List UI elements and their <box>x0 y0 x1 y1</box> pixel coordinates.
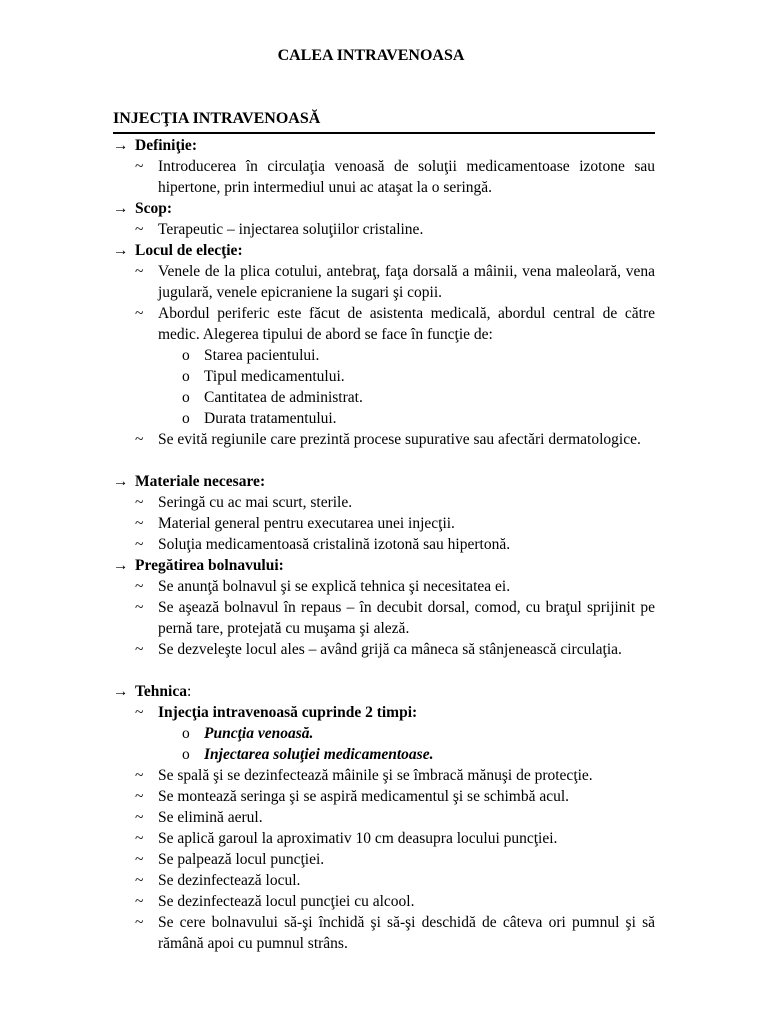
sub-bullet-item: o Injectarea soluţiei medicamentoase. <box>182 746 434 763</box>
sub-bullet-item: o Tipul medicamentului. <box>182 368 345 385</box>
sub-bullet-item: o Starea pacientului. <box>182 347 320 364</box>
heading-materiale-necesare: → Materiale necesare: <box>113 473 266 490</box>
bullet-item: ~ Se anunţă bolnavul şi se explică tehnica şi necesitatea ei. <box>135 578 511 595</box>
tilde-bullet-icon: ~ <box>135 641 144 658</box>
bullet-item: ~ Injecţia intravenoasă cuprinde 2 timpi: <box>135 704 418 721</box>
bullet-item: ~ Soluţia medicamentoasă cristalină izotonă sau hipertonă. <box>135 536 511 553</box>
tilde-bullet-icon: ~ <box>135 788 144 805</box>
tilde-bullet-icon: ~ <box>135 536 144 553</box>
bullet-item: ~ Se dezveleşte locul ales – având grijă ca mâneca să stânjenească circulaţia. <box>135 641 622 658</box>
sub-bullet-item: o Cantitatea de administrat. <box>182 389 363 406</box>
arrow-icon: → <box>113 200 129 217</box>
circle-bullet-icon: o <box>182 746 190 763</box>
tilde-bullet-icon: ~ <box>135 704 144 721</box>
bullet-item: ~ Venele de la plica cotului, antebraţ, faţa dorsală a mâinii, vena maleolară, vena jugulară, venele epicraniene la sugari şi copii. <box>135 263 655 301</box>
document-body <box>113 135 655 954</box>
heading-tehnica: → Tehnica: <box>113 683 192 700</box>
tilde-bullet-icon: ~ <box>135 851 144 868</box>
tilde-bullet-icon: ~ <box>135 305 144 322</box>
tilde-bullet-icon: ~ <box>135 578 144 595</box>
tilde-bullet-icon: ~ <box>135 830 144 847</box>
circle-bullet-icon: o <box>182 368 190 385</box>
heading-definitie: → Definiţie: <box>113 137 197 154</box>
arrow-icon: → <box>113 557 129 574</box>
circle-bullet-icon: o <box>182 725 190 742</box>
heading-pregatirea-bolnavului: → Pregătirea bolnavului: <box>113 557 284 574</box>
tilde-bullet-icon: ~ <box>135 893 144 910</box>
bullet-item: ~ Terapeutic – injectarea soluţiilor cristaline. <box>135 221 424 238</box>
tilde-bullet-icon: ~ <box>135 158 144 175</box>
tilde-bullet-icon: ~ <box>135 872 144 889</box>
tilde-bullet-icon: ~ <box>135 809 144 826</box>
arrow-icon: → <box>113 473 129 490</box>
bullet-item: ~ Se dezinfectează locul puncţiei cu alcool. <box>135 893 415 910</box>
bullet-item: ~ Se aplică garoul la aproximativ 10 cm deasupra locului puncţiei. <box>135 830 558 847</box>
tilde-bullet-icon: ~ <box>135 914 144 931</box>
bullet-item: ~ Se cere bolnavului să-şi închidă şi să-şi deschidă de câteva ori pumnul şi să rămână apoi cu pumnul strâns. <box>135 914 655 952</box>
tilde-bullet-icon: ~ <box>135 221 144 238</box>
tilde-bullet-icon: ~ <box>135 494 144 511</box>
tilde-bullet-icon: ~ <box>135 431 144 448</box>
tilde-bullet-icon: ~ <box>135 599 144 616</box>
arrow-icon: → <box>113 137 129 154</box>
heading-scop: → Scop: <box>113 200 173 217</box>
bullet-item: ~ Abordul periferic este făcut de asistenta medicală, abordul central de către medic. Alegerea tipului de abord se face în funcţie de: <box>135 305 655 343</box>
section-heading: INJECŢIA INTRAVENOASĂ <box>113 110 321 127</box>
bullet-item: ~ Se palpează locul puncţiei. <box>135 851 325 868</box>
arrow-icon: → <box>113 242 129 259</box>
bullet-item: ~ Seringă cu ac mai scurt, sterile. <box>135 494 353 511</box>
arrow-icon: → <box>113 683 129 700</box>
circle-bullet-icon: o <box>182 410 190 427</box>
bullet-item: ~ Se elimină aerul. <box>135 809 263 826</box>
circle-bullet-icon: o <box>182 347 190 364</box>
bullet-item: ~ Se spală şi se dezinfectează mâinile şi se îmbracă mănuşi de protecţie. <box>135 767 593 784</box>
bullet-item: ~ Se dezinfectează locul. <box>135 872 301 889</box>
sub-bullet-item: o Puncţia venoasă. <box>182 725 314 742</box>
tilde-bullet-icon: ~ <box>135 515 144 532</box>
bullet-item: ~ Se aşează bolnavul în repaus – în decubit dorsal, comod, cu braţul sprijinit pe pernă tare, protejată cu muşama şi aleză. <box>135 599 655 637</box>
bullet-item: ~ Material general pentru executarea unei injecţii. <box>135 515 455 532</box>
heading-underline <box>113 132 655 134</box>
heading-locul-de-electie: → Locul de elecţie: <box>113 242 243 259</box>
document-title: CALEA INTRAVENOASA <box>277 47 465 64</box>
tilde-bullet-icon: ~ <box>135 263 144 280</box>
bullet-item: ~ Se montează seringa şi se aspiră medicamentul şi se schimbă acul. <box>135 788 570 805</box>
tilde-bullet-icon: ~ <box>135 767 144 784</box>
sub-bullet-item: o Durata tratamentului. <box>182 410 337 427</box>
bullet-item: ~ Introducerea în circulaţia venoasă de soluţii medicamentoase izotone sau hipertone, prin intermediul unui ac ataşat la o seringă. <box>135 158 655 196</box>
bullet-item: ~ Se evită regiunile care prezintă procese supurative sau afectări dermatologice. <box>135 431 641 448</box>
circle-bullet-icon: o <box>182 389 190 406</box>
